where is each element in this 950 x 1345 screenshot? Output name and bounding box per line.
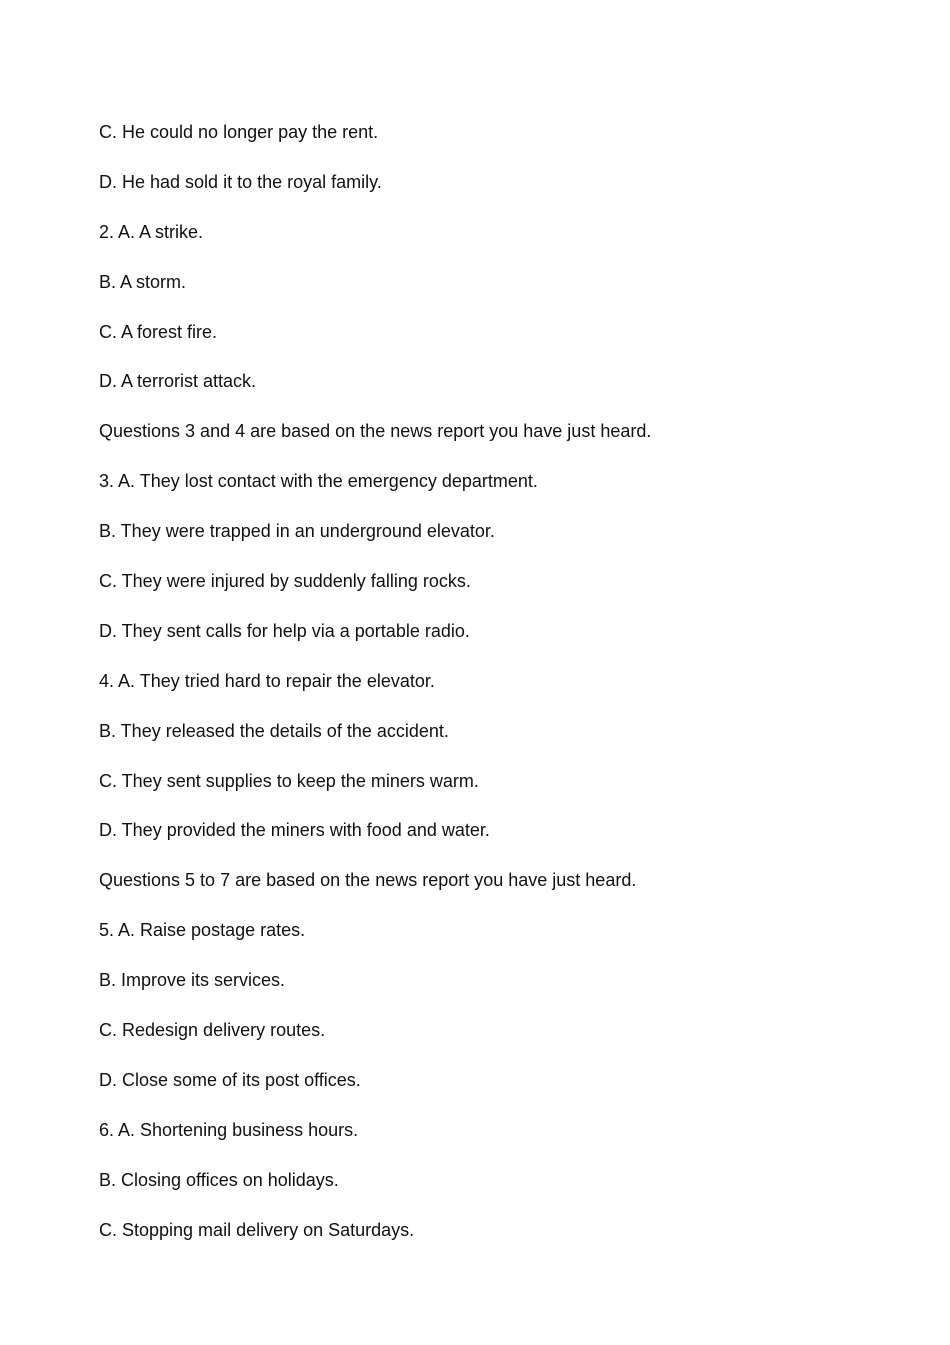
- option-line: D. He had sold it to the royal family.: [99, 171, 382, 192]
- question-line: 3. A. They lost contact with the emergency department.: [99, 471, 538, 492]
- option-line: B. Closing offices on holidays.: [99, 1169, 339, 1190]
- option-line: C. They sent supplies to keep the miners warm.: [99, 770, 479, 791]
- option-line: D. Close some of its post offices.: [99, 1069, 361, 1090]
- question-line: 4. A. They tried hard to repair the elevator.: [99, 670, 435, 691]
- option-line: D. They provided the miners with food and water.: [99, 820, 490, 841]
- section-instruction: Questions 3 and 4 are based on the news report you have just heard.: [99, 421, 652, 442]
- option-line: C. Stopping mail delivery on Saturdays.: [99, 1219, 415, 1240]
- option-line: C. They were injured by suddenly falling rocks.: [99, 571, 471, 592]
- option-line: D. A terrorist attack.: [99, 371, 257, 392]
- option-line: B. They were trapped in an underground elevator.: [99, 521, 495, 542]
- option-line: D. They sent calls for help via a portable radio.: [99, 620, 470, 641]
- question-line: 2. A. A strike.: [99, 221, 204, 242]
- question-list: [99, 120, 651, 1267]
- option-line: B. A storm.: [99, 271, 187, 292]
- option-line: B. Improve its services.: [99, 970, 286, 991]
- question-line: 6. A. Shortening business hours.: [99, 1119, 359, 1140]
- question-line: 5. A. Raise postage rates.: [99, 920, 306, 941]
- option-line: B. They released the details of the accident.: [99, 720, 449, 741]
- option-line: C. Redesign delivery routes.: [99, 1020, 326, 1041]
- option-line: C. He could no longer pay the rent.: [99, 122, 379, 142]
- section-instruction: Questions 5 to 7 are based on the news report you have just heard.: [99, 870, 637, 891]
- option-line: C. A forest fire.: [99, 321, 218, 342]
